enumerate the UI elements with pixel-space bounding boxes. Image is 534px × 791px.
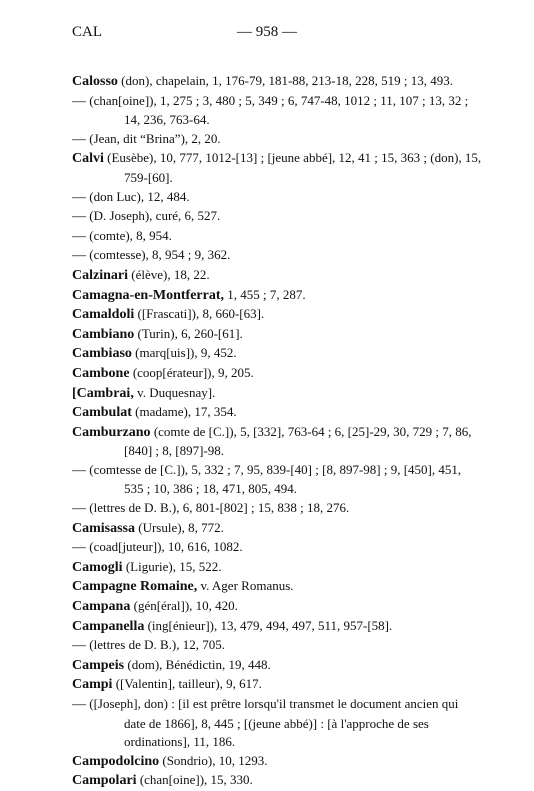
entry-references: (coad[juteur]), 10, 616, 1082.	[89, 539, 243, 555]
entry-references: (Ligurie), 15, 522.	[125, 558, 222, 574]
entry-word: Campi	[72, 677, 113, 693]
entry-word: Cambiano	[72, 326, 135, 342]
page-header	[0, 24, 534, 44]
index-entry	[72, 617, 482, 637]
entry-word: Camaldoli	[72, 307, 135, 323]
entry-references: (comte de [C.]), 5, [332], 763-64 ; 6, [25]-29, 30, 729 ; 7, 86, [840] ; 8, [897]-98.	[124, 423, 472, 459]
entry-references: ([Frascati]), 8, 660-[63].	[137, 306, 265, 322]
entry-word: —	[72, 189, 86, 205]
index-entry	[72, 72, 482, 92]
entry-word: —	[72, 501, 86, 517]
index-entry	[72, 656, 482, 676]
entry-word: Campanella	[72, 618, 145, 634]
entry-word: —	[72, 638, 86, 654]
entry-references: (Sondrio), 10, 1293.	[162, 752, 268, 768]
entry-references: (Ursule), 8, 772.	[138, 519, 224, 535]
entry-references: ([Valentin], tailleur), 9, 617.	[115, 676, 262, 692]
index-entry	[72, 752, 482, 772]
entry-references: (Jean, dit “Brina”), 2, 20.	[89, 130, 221, 146]
entry-references: (dom), Bénédictin, 19, 448.	[127, 656, 271, 672]
entry-references: (don Luc), 12, 484.	[89, 188, 190, 204]
index-entry	[72, 344, 482, 364]
index-entry	[72, 227, 482, 247]
index-entry	[72, 636, 482, 656]
entry-references: (don), chapelain, 1, 176-79, 181-88, 213-18, 228, 519 ; 13, 493.	[121, 73, 453, 88]
entry-word: Calzinari	[72, 267, 128, 283]
entry-word: Cambone	[72, 365, 130, 381]
entry-word: [Cambrai,	[72, 385, 134, 401]
index-entry	[72, 305, 482, 325]
entry-word: Camburzano	[72, 424, 151, 440]
entry-word: Calvi	[72, 151, 104, 167]
index-entry	[72, 461, 482, 499]
index-entry	[72, 325, 482, 345]
entry-word: —	[72, 131, 86, 147]
entry-word: Campana	[72, 599, 131, 615]
entry-word: Calosso	[72, 74, 118, 89]
index-entry	[72, 519, 482, 539]
entry-references: (comtesse), 8, 954 ; 9, 362.	[89, 247, 231, 263]
entry-references: (ing[énieur]), 13, 479, 494, 497, 511, 957-[58].	[147, 617, 393, 633]
entry-references: (comte), 8, 954.	[89, 227, 172, 243]
entry-references: (marq[uis]), 9, 452.	[135, 345, 237, 361]
entry-references: (madame), 17, 354.	[135, 404, 237, 420]
entry-word: Campolari	[72, 773, 137, 789]
entry-references: (élève), 18, 22.	[131, 266, 210, 282]
entry-references: 1, 455 ; 7, 287.	[227, 286, 306, 302]
index-entry	[72, 771, 482, 791]
index-entry	[72, 695, 482, 752]
entry-word: Cambulat	[72, 405, 132, 421]
entry-word: Camagna-en-Montferrat,	[72, 287, 225, 303]
index-entry	[72, 423, 482, 461]
index-entry	[72, 403, 482, 423]
index-entry	[72, 188, 482, 208]
index-entry	[72, 92, 482, 130]
entry-word: Camogli	[72, 559, 123, 575]
entry-references: v. Ager Romanus.	[200, 578, 294, 594]
running-head: CAL	[72, 24, 102, 40]
index-entry	[72, 538, 482, 558]
entry-references: (comtesse de [C.]), 5, 332 ; 7, 95, 839-[40] ; [8, 897-98] ; 9, [450], 451, 535 ; 10, 386 ; 18, 471, 805, 494.	[89, 461, 462, 497]
index-entry	[72, 149, 482, 187]
entry-references: (coop[érateur]), 9, 205.	[132, 364, 254, 380]
entry-references: v. Duquesnay].	[137, 384, 216, 400]
index-entry	[72, 675, 482, 695]
index-entry	[72, 286, 482, 306]
index-entry	[72, 384, 482, 404]
entry-references: (lettres de D. B.), 12, 705.	[89, 637, 226, 653]
entry-references: (chan[oine]), 1, 275 ; 3, 480 ; 5, 349 ; 6, 747-48, 1012 ; 11, 107 ; 13, 32 ; 14, 236, 763-64.	[89, 92, 469, 128]
entry-word: Camisassa	[72, 520, 136, 536]
entry-word: Cambiaso	[72, 346, 132, 362]
entry-word: —	[72, 93, 86, 109]
index-entry	[72, 266, 482, 286]
entry-word: Campagne Romaine,	[72, 579, 198, 595]
entry-word: Campodolcino	[72, 753, 160, 769]
entry-word: —	[72, 540, 86, 556]
entry-word: —	[72, 228, 86, 244]
index-entry	[72, 130, 482, 150]
entry-word: Campeis	[72, 657, 125, 673]
index-entry	[72, 499, 482, 519]
index-entry	[72, 364, 482, 384]
index-entry	[72, 207, 482, 227]
entry-references: ([Joseph], don) : [il est prêtre lorsqu'il transmet le document ancien qui date de 1866], 8, 445 ; [(jeune abbé)] : [à l'approche de ses ordinations], 11, 186.	[89, 696, 459, 750]
entry-references: (gén[éral]), 10, 420.	[133, 598, 238, 614]
entry-references: (Turin), 6, 260-[61].	[137, 325, 243, 341]
index-entries	[72, 72, 482, 791]
entry-word: —	[72, 209, 86, 225]
entry-word: —	[72, 248, 86, 264]
index-entry	[72, 577, 482, 597]
index-entry	[72, 246, 482, 266]
entry-references: (Eusèbe), 10, 777, 1012-[13] ; [jeune abbé], 12, 41 ; 15, 363 ; (don), 15, 759-[60].	[107, 150, 482, 185]
entry-word: —	[72, 462, 86, 478]
entry-references: (D. Joseph), curé, 6, 527.	[89, 208, 221, 224]
entry-references: (lettres de D. B.), 6, 801-[802] ; 15, 838 ; 18, 276.	[89, 500, 350, 516]
entry-references: (chan[oine]), 15, 330.	[139, 772, 253, 788]
index-entry	[72, 558, 482, 578]
page-number: — 958 —	[237, 24, 297, 40]
entry-word: —	[72, 697, 86, 712]
index-entry	[72, 597, 482, 617]
